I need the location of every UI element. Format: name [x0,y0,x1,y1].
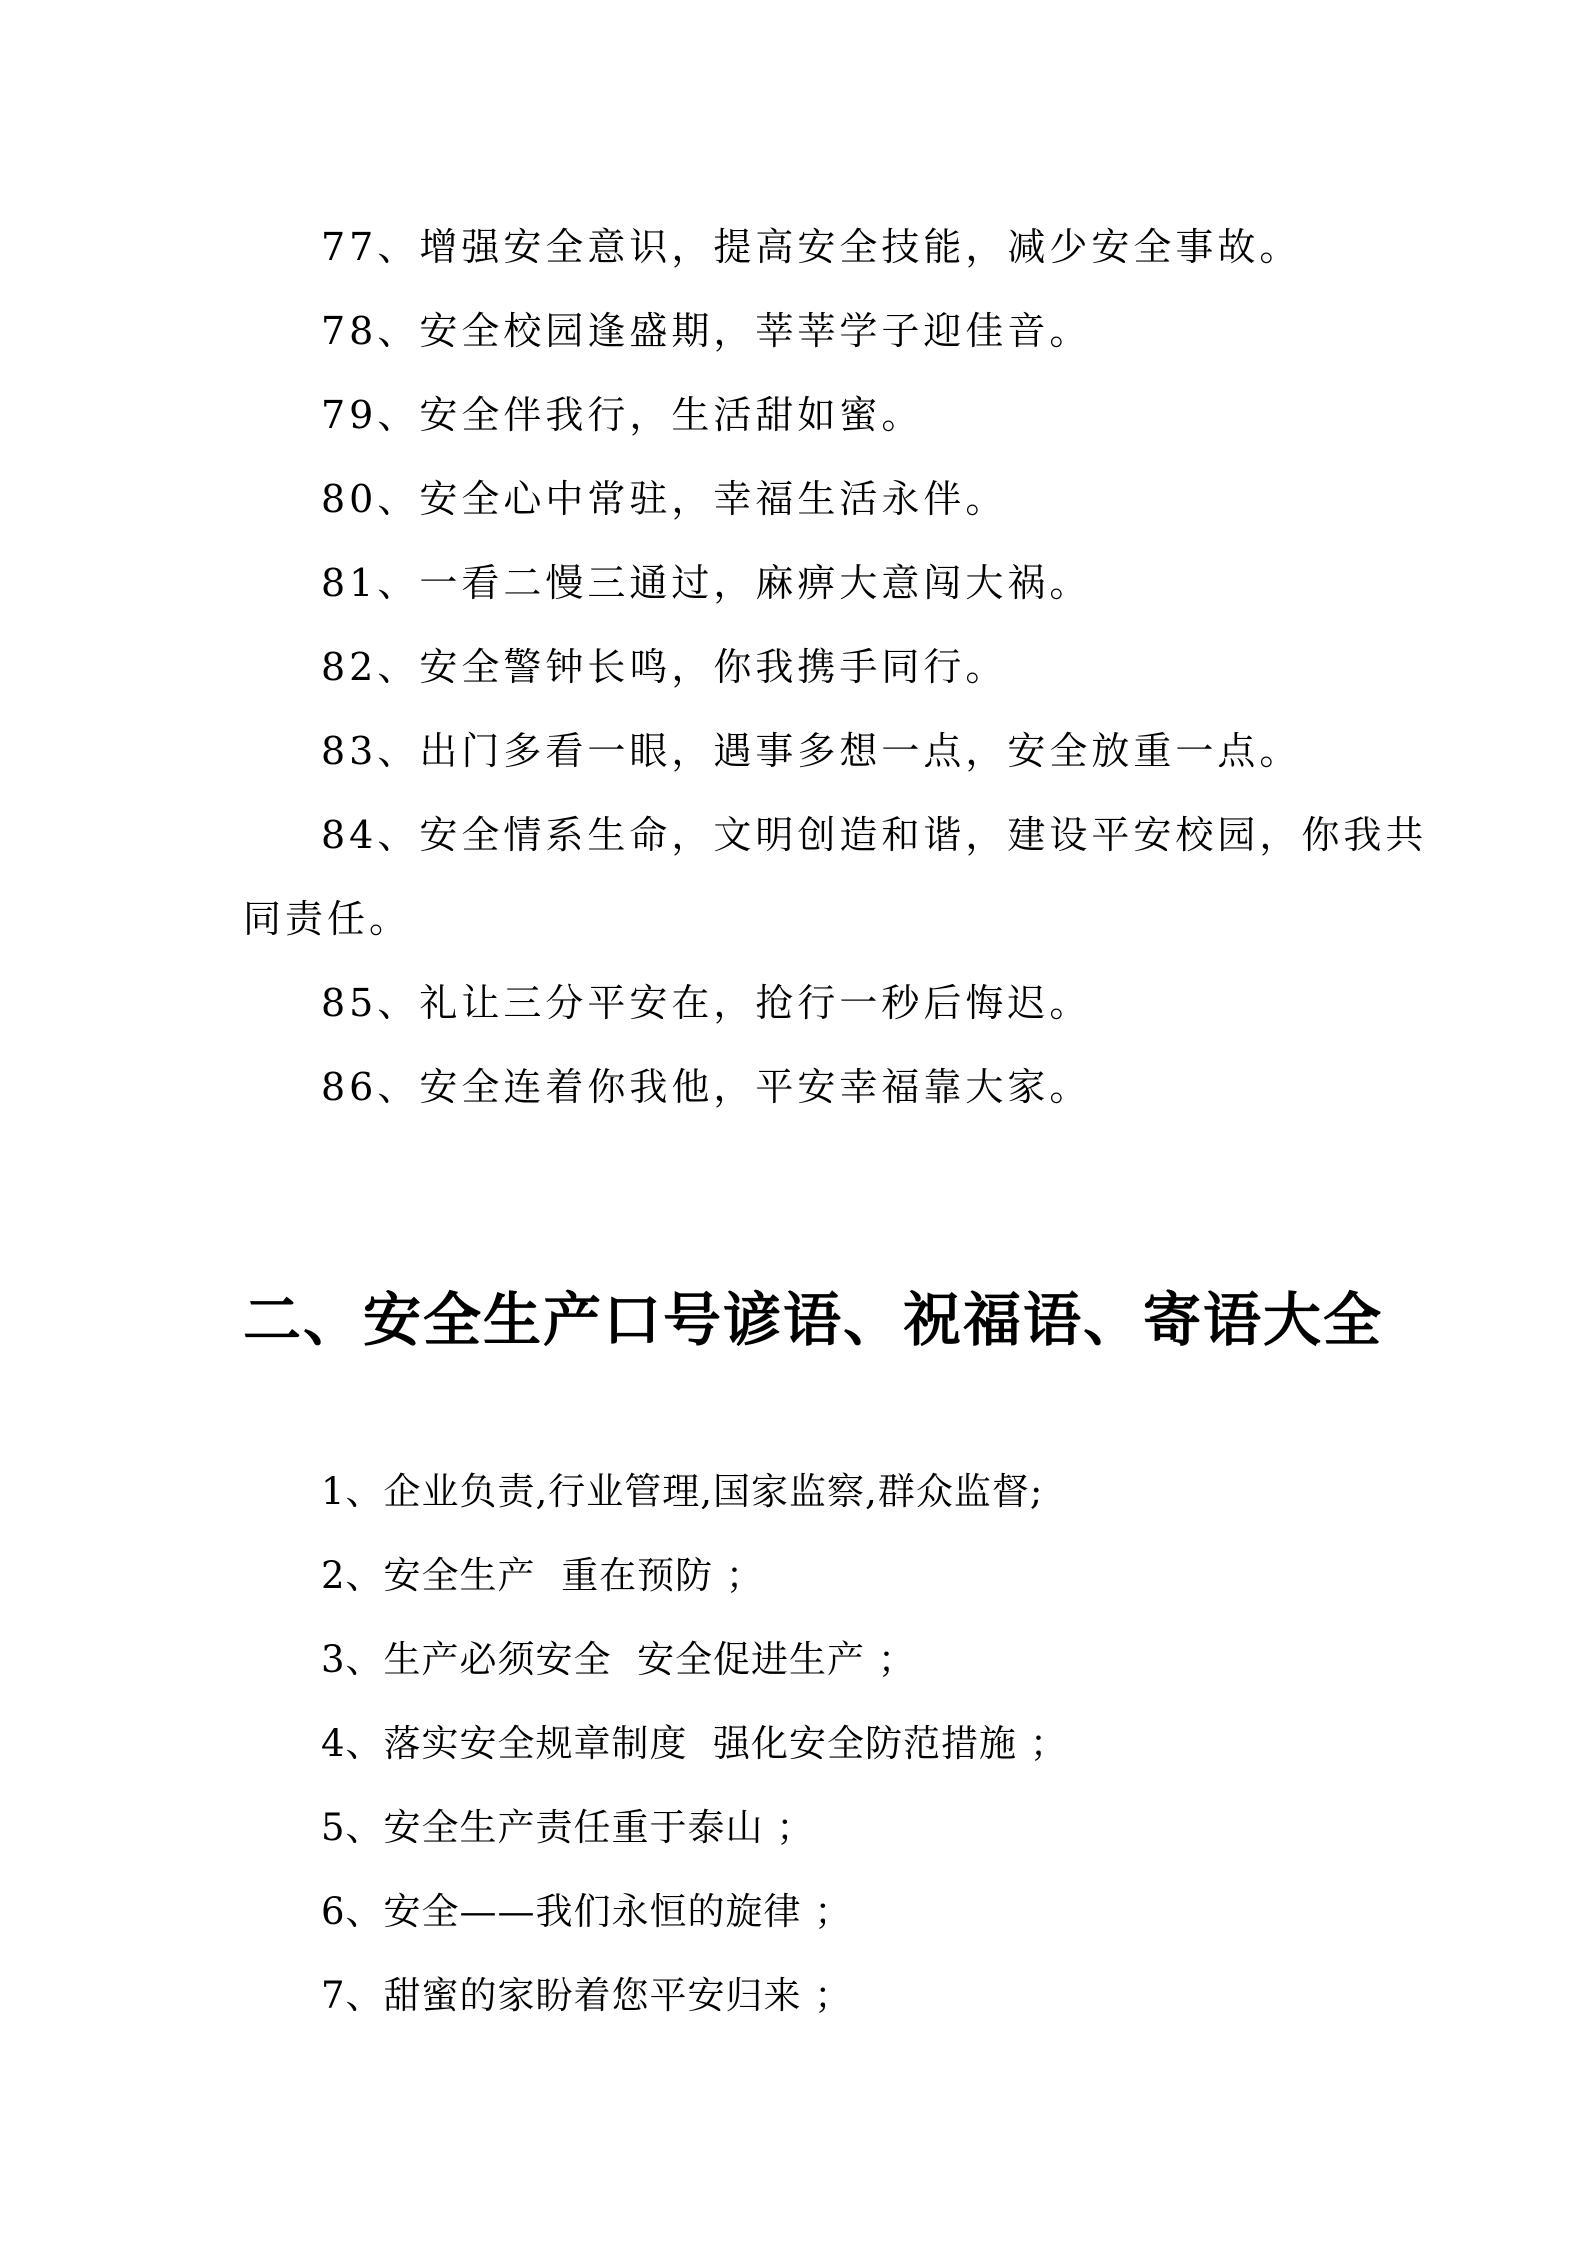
list-item: 86、安全连着你我他，平安幸福靠大家。 [321,1065,1092,1109]
section-heading: 二、安全生产口号谚语、祝福语、寄语大全 [243,1286,1384,1354]
list-item: 81、一看二慢三通过，麻痹大意闯大祸。 [321,561,1092,605]
list-item: 79、安全伴我行，生活甜如蜜。 [321,393,924,437]
slogan-list-school [243,205,1428,1129]
list-item: 85、礼让三分平安在，抢行一秒后悔迟。 [321,981,1092,1025]
list-item: 1、企业负责,行业管理,国家监察,群众监督; [321,1470,1044,1513]
list-item: 7、甜蜜的家盼着您平安归来 ； [321,1974,853,2017]
list-item-continuation: 同责任。 [243,897,412,941]
list-item: 84、安全情系生命，文明创造和谐，建设平安校园，你我共 [321,813,1428,857]
list-item: 5、安全生产责任重于泰山 ； [321,1806,815,1849]
list-item: 78、安全校园逢盛期，莘莘学子迎佳音。 [321,309,1092,353]
list-item: 83、出门多看一眼，遇事多想一点，安全放重一点。 [321,729,1302,773]
list-item: 80、安全心中常驻，幸福生活永伴。 [321,477,1008,521]
list-item: 77、增强安全意识，提高安全技能，减少安全事故。 [321,225,1302,269]
slogan-list-production [321,1450,1421,2038]
list-item: 4、落实安全规章制度 强化安全防范措施 ； [321,1722,1068,1765]
list-item: 2、安全生产 重在预防 ； [321,1554,764,1597]
list-item: 82、安全警钟长鸣，你我携手同行。 [321,645,1008,689]
list-item: 6、安全——我们永恒的旋律 ； [321,1890,853,1933]
list-item: 3、生产必须安全 安全促进生产 ； [321,1638,916,1681]
